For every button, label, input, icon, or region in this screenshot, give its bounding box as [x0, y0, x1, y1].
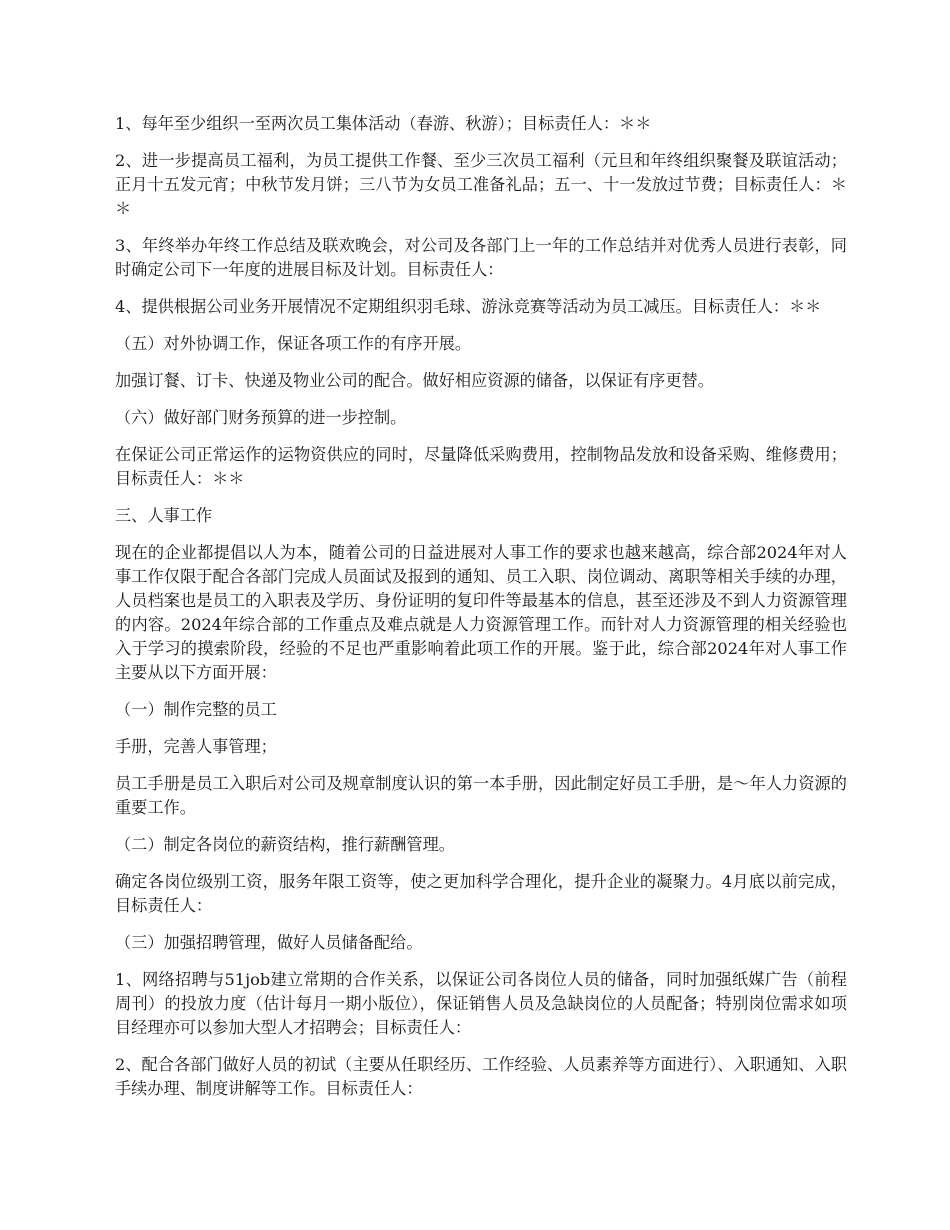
section-heading-salary: （二）制定各岗位的薪资结构，推行薪酬管理。 — [115, 835, 455, 854]
section-heading-hr: 三、人事工作 — [115, 506, 213, 525]
section-heading-recruitment: （三）加强招聘管理，做好人员储备配给。 — [115, 933, 423, 952]
section-heading-coordination: （五）对外协调工作，保证各项工作的有序开展。 — [115, 334, 472, 353]
paragraph-welfare: 2、进一步提高员工福利，为员工提供工作餐、至少三次员工福利（元旦和年终组织聚餐及联谊活动；正月十五发元宵；中秋节发月饼；三八节为女员工准备礼品；五一、十一发放过节费；目标责任人：＊＊ — [115, 151, 847, 218]
paragraph-recruitment-2: 2、配合各部门做好人员的初试（主要从任职经历、工作经验、人员素养等方面进行）、入职通知、入职手续办理、制度讲解等工作。目标责任人： — [115, 1055, 847, 1098]
paragraph-coordination: 加强订餐、订卡、快递及物业公司的配合。做好相应资源的储备，以保证有序更替。 — [115, 371, 714, 390]
section-heading-handbook: （一）制作完整的员工 — [115, 700, 277, 719]
paragraph-handbook-a: 手册，完善人事管理； — [115, 737, 277, 756]
paragraph-sports: 4、提供根据公司业务开展情况不定期组织羽毛球、游泳竞赛等活动为员工减压。目标责任人：＊＊ — [115, 297, 822, 316]
section-heading-budget: （六）做好部门财务预算的进一步控制。 — [115, 408, 407, 427]
paragraph-salary: 确定各岗位级别工资，服务年限工资等，使之更加科学合理化，提升企业的凝聚力。4月底以前完成，目标责任人： — [115, 872, 847, 915]
paragraph-handbook-b: 员工手册是员工入职后对公司及规章制度认识的第一本手册，因此制定好员工手册，是～年人力资源的重要工作。 — [115, 774, 847, 817]
paragraph-hr-intro: 现在的企业都提倡以人为本，随着公司的日益进展对人事工作的要求也越来越高，综合部2024年对人事工作仅限于配合各部门完成人员面试及报到的通知、员工入职、岗位调动、离职等相关手续的办理，人员档案也是员工的入职表及学历、身份证明的复印件等最基本的信息，甚至还涉及不到人力资源管理的内容。2024年综合部的工作重点及难点就是人力资源管理工作。而针对人力资源管理的相关经验也入于学习的摸索阶段，经验的不足也严重影响着此项工作的开展。鉴于此，综合部2024年对人事工作主要从以下方面开展： — [115, 543, 847, 682]
paragraph-recruitment-1: 1、网络招聘与51job建立常期的合作关系，以保证公司各岗位人员的储备，同时加强纸媒广告（前程周刊）的投放力度（估计每月一期小版位），保证销售人员及急缺岗位的人员配备；特别岗位需求如项目经理亦可以参加大型人才招聘会；目标责任人： — [115, 970, 847, 1037]
paragraph-year-end: 3、年终举办年终工作总结及联欢晚会，对公司及各部门上一年的工作总结并对优秀人员进行表彰，同时确定公司下一年度的进展目标及计划。目标责任人： — [115, 236, 847, 279]
paragraph-activities: 1、每年至少组织一至两次员工集体活动（春游、秋游）；目标责任人：＊＊ — [115, 114, 652, 133]
document-page — [115, 112, 847, 1114]
paragraph-budget: 在保证公司正常运作的运物资供应的同时，尽量降低采购费用，控制物品发放和设备采购、维修费用；目标责任人：＊＊ — [115, 445, 847, 488]
